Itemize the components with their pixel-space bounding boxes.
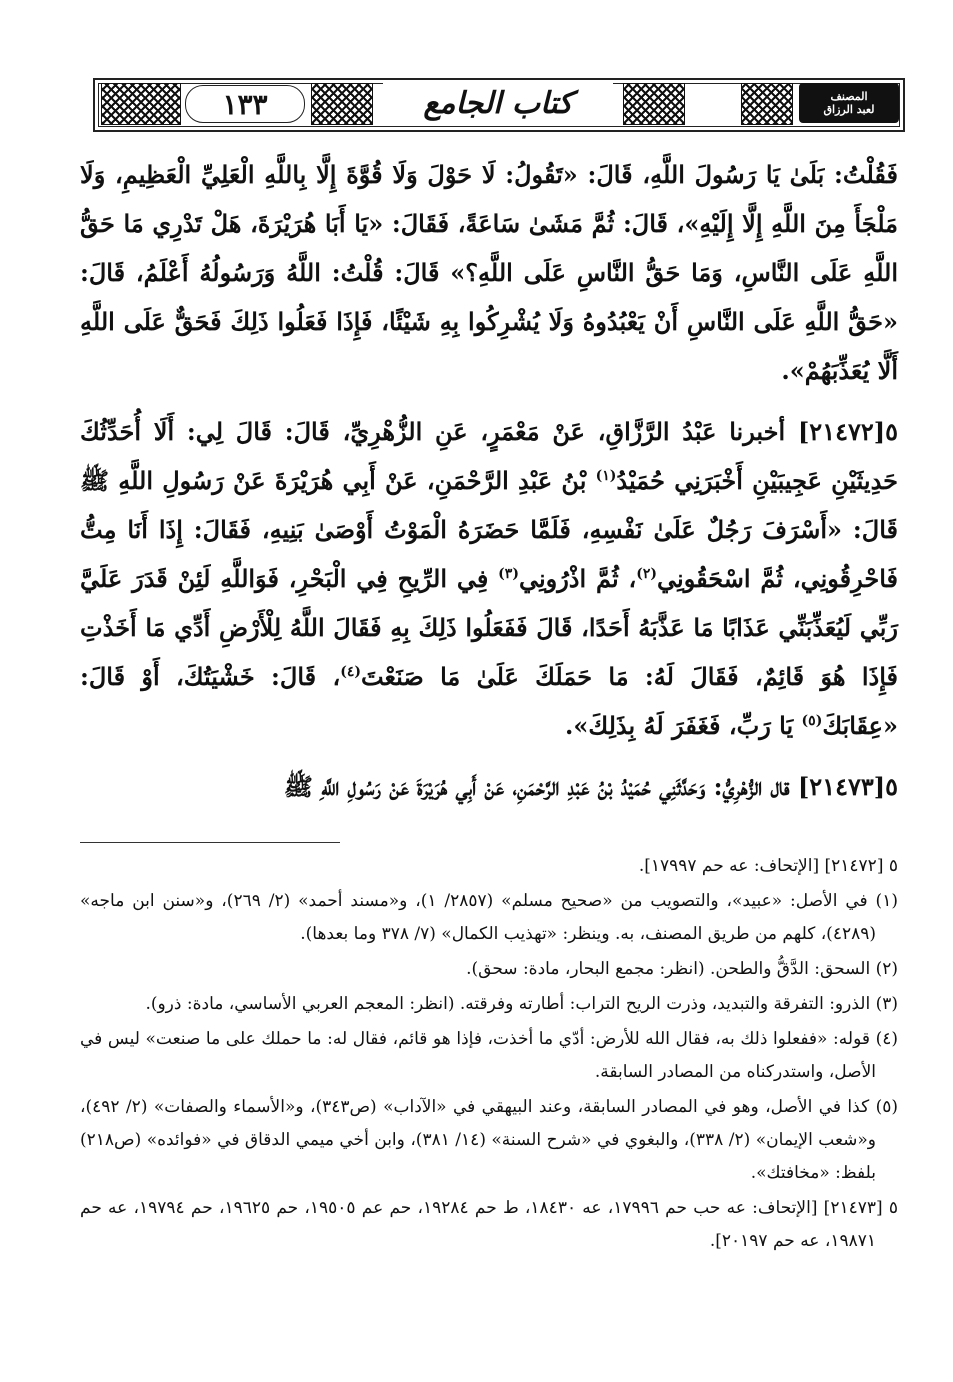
footnote-1: (١) في الأصل: «عبيد»، والتصويب من «صحيح مسلم» (٢٨٥٧/ ١)، و«مسند أحمد» (٢/ ٢٦٩)، و«سنن ابن ماجه» (٤٢٨٩)، كلهم من طريق المصنف، به. وينظر: «تهذيب الكمال» (٧/ ٣٧٨ وما بعدها).	[80, 891, 898, 944]
footnote-ref-4[interactable]: (٤)	[340, 664, 361, 680]
footnote-ithaf-21473: ٥ [٢١٤٧٣] [الإتحاف: عه حب حم ١٧٩٩٦، عه ١٨٤٣٠، ط حم ١٩٢٨٤، حم عم ١٩٥٠٥، حم ١٩٦٢٥، حم ١٩٧٩٤، عه حم ١٩٨٧١، عه حم ٢٠١٩٧].	[80, 1198, 898, 1251]
hadith-21473	[80, 762, 898, 811]
book-title: كتاب الجامع	[383, 82, 613, 124]
hadith-marker: ٥	[885, 772, 898, 801]
page-number: ١٣٣	[185, 85, 305, 123]
footnote-ref-3[interactable]: (٣)	[498, 566, 519, 582]
hadith-isnad: أخبرنا عَبْدُ الرَّزَّاقِ، عَنْ مَعْمَرٍ، عَنِ الزُّهْرِيِّ، قَالَ: قَالَ لِي: أَلَا أُحَدِّثُكَ حَدِيثَيْنِ عَجِيبَيْنِ أَخْبَرَنِي حُمَيْدُ	[80, 417, 898, 495]
footnote-4: (٤) قوله: «ففعلوا ذلك به، فقال الله للأرض: أدّي ما أخذت، فإذا هو قائم، فقال له: ما حملك على ما صنعت» ليس في الأصل، واستدركناه من المصادر السابقة.	[80, 1029, 898, 1082]
hadith-text-part: ، قَالَ: خَشْيَتُكَ، أَوْ قَالَ: «عِقَابَكَ	[80, 662, 898, 740]
page-header	[93, 78, 905, 132]
ornament-pattern-center-left	[311, 83, 373, 125]
footnote-ithaf-21472: ٥ [٢١٤٧٢] [الإتحاف: عه حم ١٧٩٩٧].	[638, 856, 898, 876]
hadith-number: [٢١٤٧٢]	[797, 417, 886, 446]
footnotes	[80, 850, 898, 1260]
publisher-logo	[799, 83, 899, 123]
main-text	[80, 150, 898, 815]
hadith-continuation: فَقُلْتُ: بَلَىٰ يَا رَسُولَ اللَّهِ، قَالَ: «تَقُولُ: لَا حَوْلَ وَلَا قُوَّةَ إِلَّا بِاللَّهِ الْعَلِيِّ الْعَظِيمِ، وَلَا مَلْجَأَ مِنَ اللَّهِ إِلَّا إِلَيْهِ»، قَالَ: ثُمَّ مَشَىٰ سَاعَةً، فَقَالَ: «يَا أَبَا هُرَيْرَةَ، هَلْ تَدْرِي مَا حَقُّ اللَّهِ عَلَى النَّاسِ، وَمَا حَقُّ النَّاسِ عَلَى اللَّهِ؟» قَالَ: قُلْتُ: اللَّهُ وَرَسُولُهُ أَعْلَمُ، قَالَ: «حَقُّ اللَّهِ عَلَى النَّاسِ أَنْ يَعْبُدُوهُ وَلَا يُشْرِكُوا بِهِ شَيْئًا، فَإِذَا فَعَلُوا ذَلِكَ فَحَقٌّ عَلَى اللَّهِ أَلَّا يُعَذِّبَهُمْ».	[80, 160, 899, 385]
logo-line-2: لعبد الرزاق	[823, 103, 875, 116]
hadith-text-part: يَا رَبِّ، فَغَفَرَ لَهُ بِذَلِكَ».	[565, 711, 794, 740]
footnote-5: (٥) كذا في الأصل، وهو في المصادر السابقة، وعند البيهقي في «الآداب» (ص٣٤٣)، و«الأسماء والصفات» (٢/ ٤٩٢)، و«شعب الإيمان» (٢/ ٣٣٨)، والبغوي في «شرح السنة» (١٤/ ٣٨١)، وابن أخي ميمي الدقاق في «فوائده» (ص٢١٨) بلفظ: «مخافتك».	[80, 1097, 898, 1183]
hadith-text-part: فِي الرِّيحِ فِي الْبَحْرِ، فَوَاللَّهِ لَئِنْ قَدَرَ عَلَيَّ رَبِّي لَيُعَذِّبَنِّي عَذَابًا مَا عَذَّبَهُ أَحَدًا، قَالَ فَفَعَلُوا ذَلِكَ بِهِ فَقَالَ اللَّهُ لِلْأَرْضِ أَدِّي مَا أَخَذْتِ فَإِذَا هُوَ قَائِمٌ، فَقَالَ لَهُ: مَا حَمَلَكَ عَلَىٰ مَا صَنَعْتَ	[80, 564, 899, 691]
hadith-text-part: بْنُ عَبْدِ الرَّحْمَنِ، عَنْ أَبِي هُرَيْرَةَ عَنْ رَسُولِ اللَّهِ ﷺ قَالَ: «أَسْرَفَ رَجُلٌ عَلَىٰ نَفْسِهِ، فَلَمَّا حَضَرَهُ الْمَوْتُ أَوْصَىٰ بَنِيهِ، فَقَالَ: إِذَا أَنَا مِتُّ فَاحْرِقُونِي، ثُمَّ اسْحَقُونِي	[80, 466, 898, 593]
footnote-ref-2[interactable]: (٢)	[636, 566, 658, 582]
hadith-marker: ٥	[885, 417, 898, 446]
ornament-pattern-center-right	[623, 83, 685, 125]
footnote-separator	[80, 842, 340, 843]
footnote-2: (٢) السحق: الدَّقُّ والطحن. (انظر: مجمع البحار، مادة: سحق).	[466, 959, 898, 979]
logo-line-1: المصنف	[830, 90, 868, 103]
ornament-pattern-right	[741, 83, 793, 125]
footnote-ref-1[interactable]: (١)	[595, 468, 617, 484]
footnote-ref-5[interactable]: (٥)	[801, 713, 823, 729]
footnote-3: (٣) الذرو: التفرقة والتبديد، وذرت الريح التراب: أطارته وفرقته. (انظر: المعجم العربي الأساسي، مادة: ذرو).	[145, 994, 898, 1014]
hadith-text-part: ، ثُمَّ اذْرُونِي	[518, 564, 637, 593]
hadith-21472	[80, 407, 898, 750]
ornament-pattern-left	[101, 83, 181, 125]
hadith-number: [٢١٤٧٣]	[797, 772, 886, 801]
hadith-text-part: قال الزُّهْرِيُّ: وَحَدَّثَنِي حُمَيْدُ بْنُ عَبْدِ الرَّحْمَنِ، عَنْ أَبِي هُرَيْرَةَ عَنْ رَسُولِ اللَّهِ ﷺ	[283, 772, 790, 801]
